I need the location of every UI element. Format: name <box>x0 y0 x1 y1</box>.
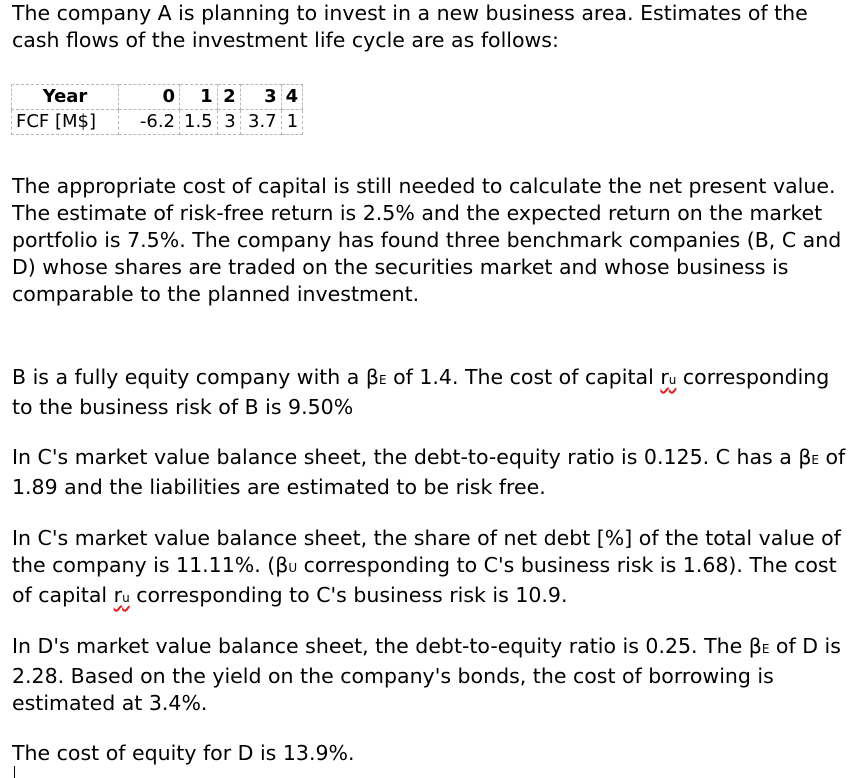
subscript: u <box>122 591 130 605</box>
table-cell: FCF [M$] <box>12 110 119 135</box>
table-cell: -6.2 <box>119 110 180 135</box>
table-header-row <box>12 85 303 110</box>
company-c-paragraph-1 <box>12 444 856 501</box>
table-cell: 1.5 <box>180 110 218 135</box>
text-cursor <box>14 766 15 778</box>
text-segment: B is a fully equity company with a β <box>12 365 379 389</box>
text-segment: In C's market value balance sheet, the debt-to-equity ratio is 0.125. C has a β <box>12 445 812 469</box>
subscript: U <box>288 561 298 575</box>
subscript: E <box>378 373 387 387</box>
company-c-paragraph-2 <box>12 525 856 612</box>
subscript: E <box>761 642 770 656</box>
ru-symbol <box>660 365 676 389</box>
table-header-cell: 3 <box>240 85 281 110</box>
text-segment: In D's market value balance sheet, the debt-to-equity ratio is 0.25. The β <box>12 634 762 658</box>
subscript: u <box>668 373 677 387</box>
cost-of-capital-paragraph: The appropriate cost of capital is still needed to calculate the net present value. The estimate of risk-free return is 2.5% and the expected return on the market portfolio is 7.5%. The company has found three benchmark companies (B, C and D) whose shares are traded on the securities market and whose business is comparable to the planned investment. <box>12 174 842 306</box>
text-segment: In C's market value balance sheet, the share of net debt [%] of the total value of the company is 11.11%. (β <box>12 526 841 577</box>
table-row <box>12 110 303 135</box>
company-b-paragraph <box>12 364 856 421</box>
subscript: E <box>811 453 819 467</box>
text-segment: of 1.89 and the liabilities are estimated to be risk free. <box>12 445 846 499</box>
table-cell: 3 <box>217 110 240 135</box>
text-segment: of D is 2.28. Based on the yield on the company's bonds, the cost of borrowing is estimated at 3.4%. <box>12 634 841 715</box>
table-header-cell: 0 <box>119 85 180 110</box>
table-header-cell: Year <box>12 85 119 110</box>
ru-symbol <box>114 583 130 607</box>
table-cell: 1 <box>281 110 303 135</box>
text-segment: corresponding to C's business risk is 1.68). The cost of capital <box>12 553 837 607</box>
symbol-r: r <box>113 583 123 607</box>
text-segment: of 1.4. The cost of capital <box>386 365 661 389</box>
text-segment: corresponding to the business risk of B is 9.50% <box>12 365 830 419</box>
company-d-paragraph <box>12 633 856 717</box>
table-header-cell: 1 <box>180 85 218 110</box>
table-header-cell: 4 <box>281 85 303 110</box>
table-cell: 3.7 <box>240 110 281 135</box>
intro-paragraph: The company A is planning to invest in a new business area. Estimates of the cash flows of the investment life cycle are as follows: <box>12 1 808 52</box>
table-header-cell: 2 <box>217 85 240 110</box>
symbol-r: r <box>660 365 669 389</box>
text-segment: corresponding to C's business risk is 10.9. <box>129 583 568 607</box>
cost-of-equity-paragraph: The cost of equity for D is 13.9%. <box>12 741 355 765</box>
cash-flow-table <box>11 84 303 135</box>
